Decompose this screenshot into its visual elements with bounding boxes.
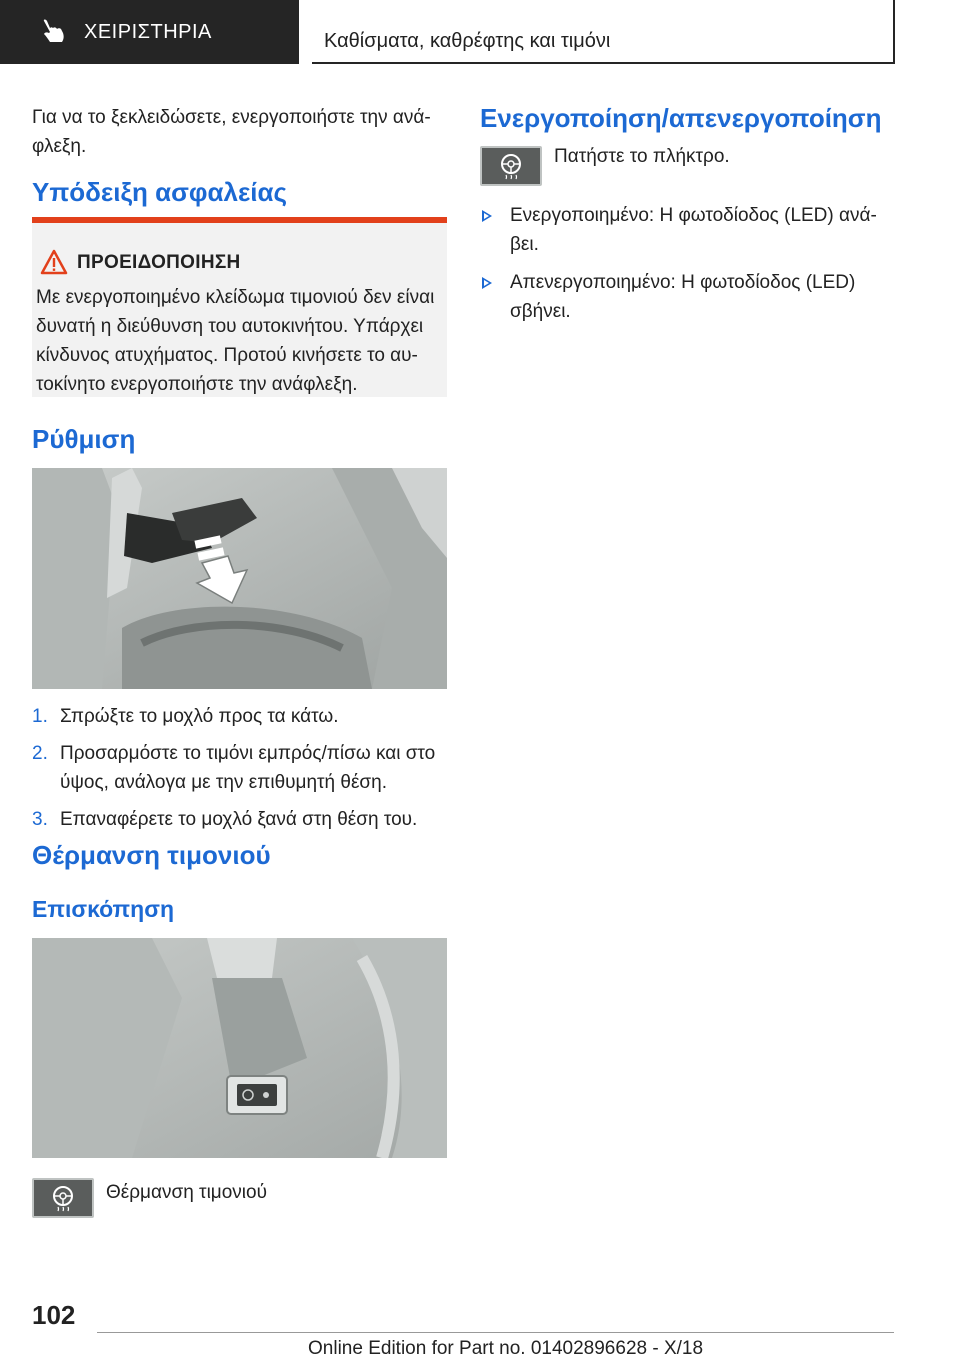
section-title: ΧΕΙΡΙΣΤΗΡΙΑ — [84, 20, 212, 43]
step-text: Σπρώξτε το μοχλό προς τα κάτω. — [60, 706, 339, 727]
heating-button-image — [32, 1178, 94, 1218]
footer-divider — [97, 1332, 894, 1333]
triangle-bullet-icon — [482, 210, 492, 222]
steering-wheel-heat-icon — [497, 152, 525, 180]
triangle-bullet-icon — [482, 277, 492, 289]
press-button-text: Πατήστε το πλήκτρο. — [554, 146, 730, 167]
step-item — [32, 805, 452, 834]
steering-lever-illustration — [32, 468, 447, 689]
warning-triangle-icon — [40, 249, 68, 275]
warning-box — [32, 217, 447, 397]
step-item — [32, 702, 452, 731]
footer-edition: Online Edition for Part no. 01402896628 - X/18 — [308, 1338, 704, 1359]
status-list — [480, 201, 900, 335]
safety-heading: Υπόδειξη ασφαλείας — [32, 177, 288, 207]
step-number: 3. — [32, 809, 48, 830]
toggle-heading: Ενεργοποίηση/απενεργοποίηση — [480, 103, 882, 133]
heating-button-image-right — [480, 146, 542, 186]
step-item — [32, 739, 452, 797]
warning-title: ΠΡΟΕΙΔΟΠΟΙΗΣΗ — [77, 252, 241, 273]
step-text: Προσαρμόστε το τιμόνι εμπρός/πίσω και στο ύψος, ανάλογα με την επιθυμητή θέση. — [60, 743, 436, 793]
heating-button-illustration — [32, 938, 447, 1158]
pointing-hand-icon — [38, 17, 68, 47]
heating-button-caption: Θέρμανση τιμονιού — [106, 1182, 267, 1203]
steering-wheel-heat-icon — [49, 1184, 77, 1212]
status-text: Ενεργοποιημένο: Η φωτοδίοδος (LED) ανά-βει. — [510, 205, 877, 255]
intro-text: Για να το ξεκλειδώσετε, ενεργοποιήστε την ανά-φλεξη. — [32, 107, 431, 157]
steering-lever-figure — [32, 468, 447, 689]
warning-text: Με ενεργοποιημένο κλείδωμα τιμονιού δεν είναι δυνατή η διεύθυνση του αυτοκινήτου. Υπάρχει κίνδυνος ατυχήματος. Προτού κινήσετε το αυ-τοκίνητο ενεργοποιήστε την ανάφλεξη. — [36, 287, 435, 395]
status-text: Απενεργοποιημένο: Η φωτοδίοδος (LED) σβήνει. — [510, 272, 856, 322]
overview-heading: Επισκόπηση — [32, 896, 174, 922]
heating-heading: Θέρμανση τιμονιού — [32, 840, 271, 870]
header-subsection — [312, 0, 895, 64]
adjust-steps — [32, 702, 452, 842]
adjust-heading: Ρύθμιση — [32, 424, 136, 454]
step-number: 2. — [32, 743, 48, 764]
step-number: 1. — [32, 706, 48, 727]
step-text: Επαναφέρετε το μοχλό ξανά στη θέση του. — [60, 809, 418, 830]
heating-button-figure — [32, 938, 447, 1158]
header-section-tab — [0, 0, 299, 64]
status-item — [480, 201, 900, 259]
status-item — [480, 268, 900, 326]
page-number: 102 — [32, 1300, 76, 1330]
subsection-title: Καθίσματα, καθρέφτης και τιμόνι — [324, 30, 611, 52]
